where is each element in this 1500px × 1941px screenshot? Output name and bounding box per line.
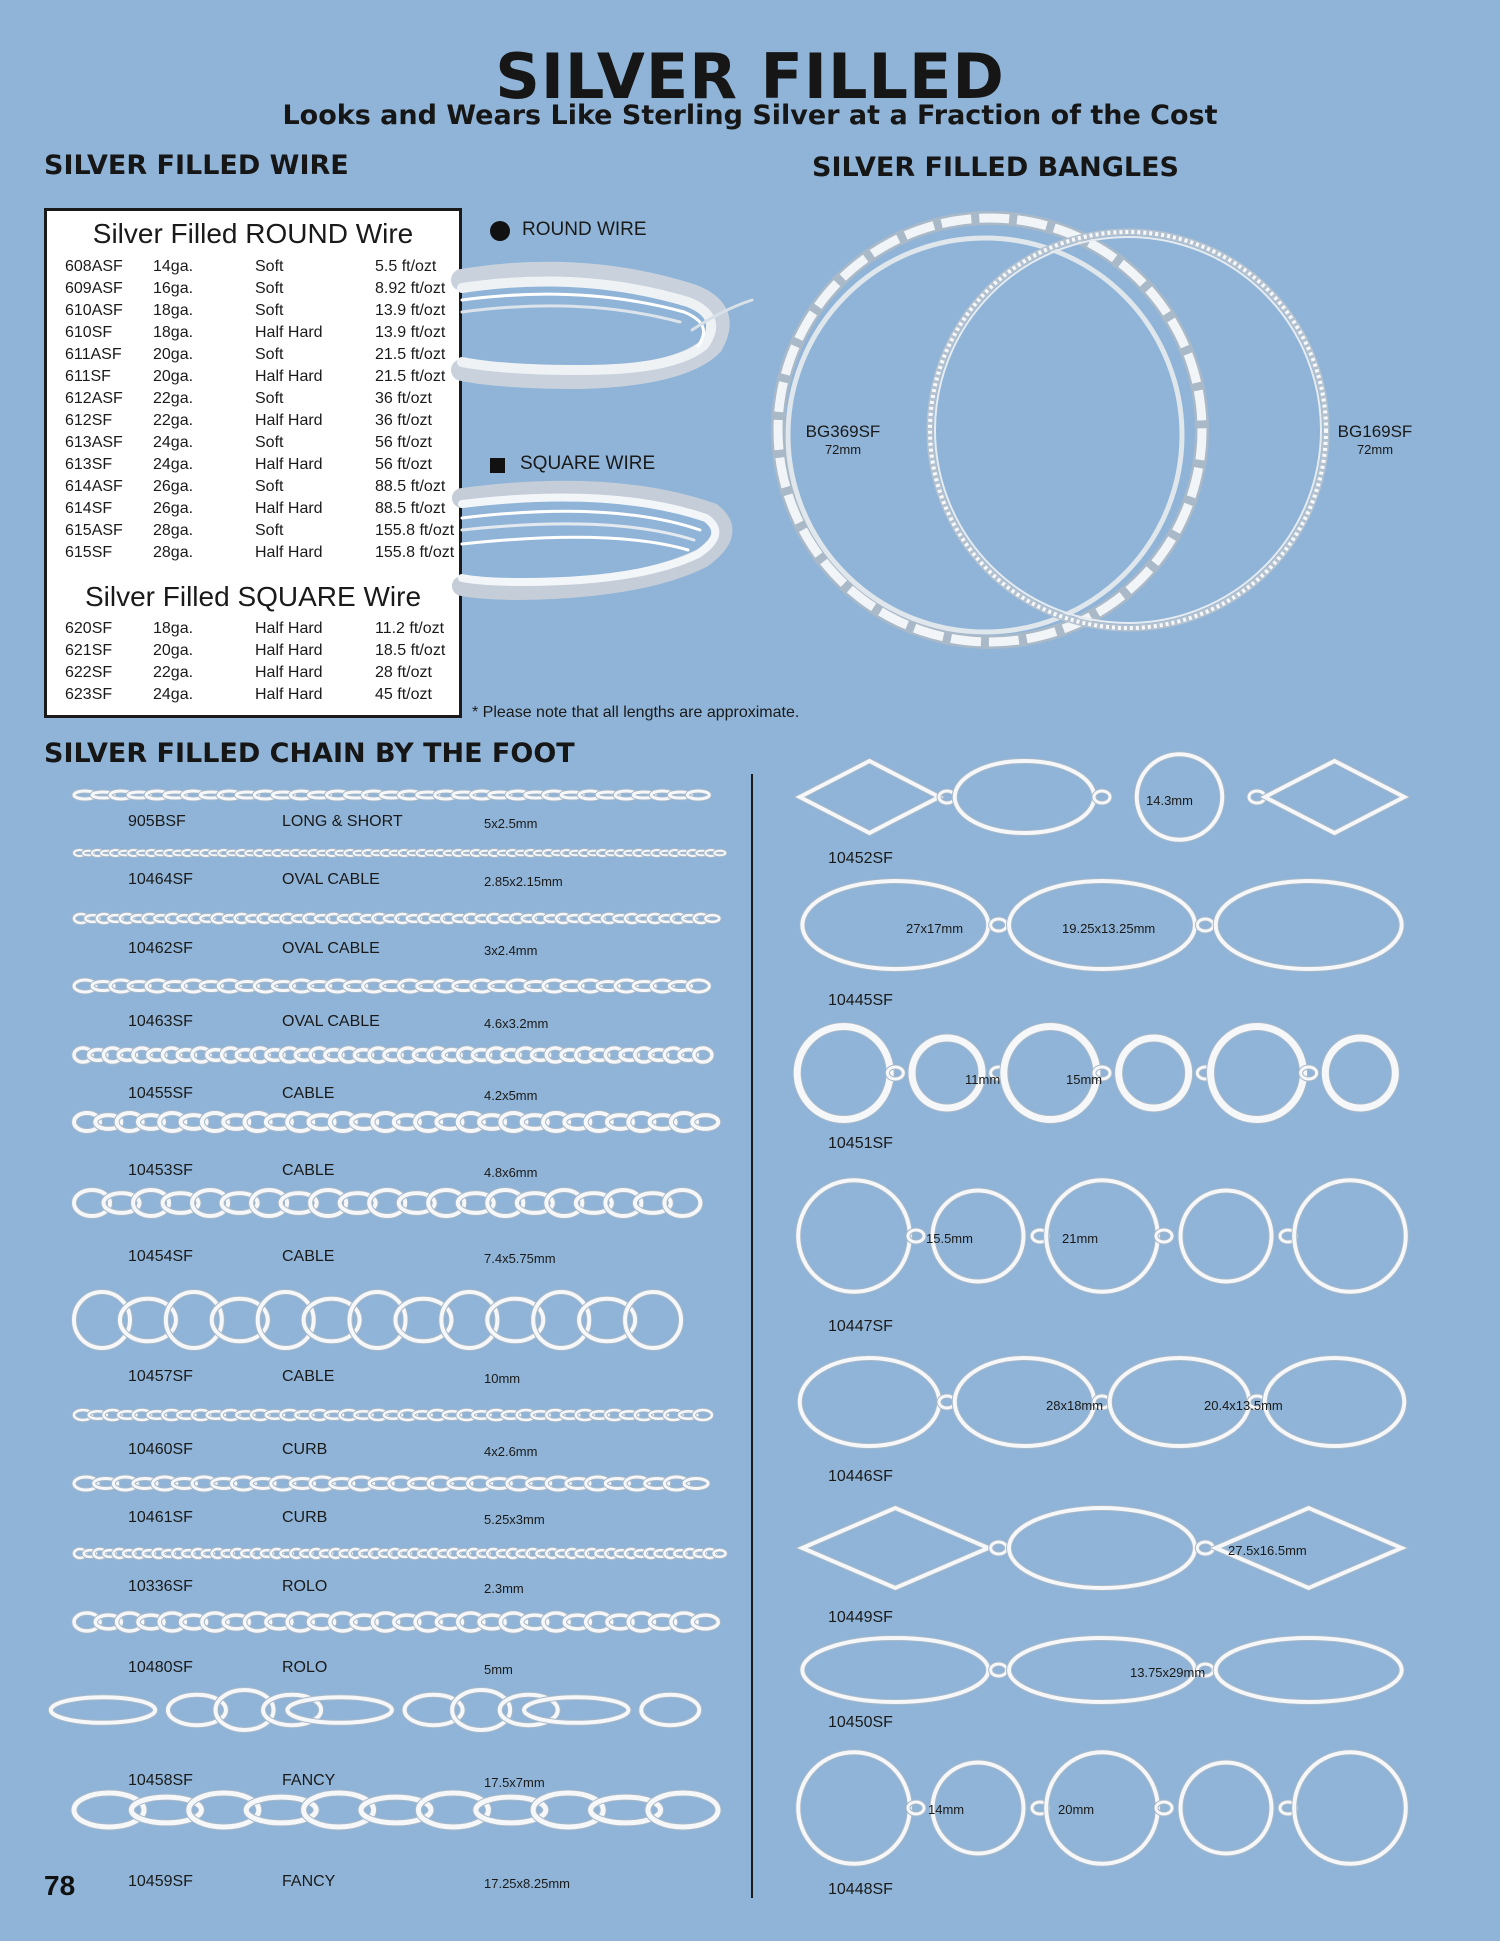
chain-image <box>772 1161 1432 1311</box>
wire-temper: Soft <box>255 390 284 407</box>
wire-gauge: 20ga. <box>153 368 194 385</box>
chain-image <box>772 1488 1432 1608</box>
chain-size: 4.8x6mm <box>484 1165 538 1180</box>
chain-size: 4.6x3.2mm <box>484 1016 549 1031</box>
chain-size: 28x18mm <box>1046 1398 1104 1413</box>
wire-length: 8.92 ft/ozt <box>375 280 446 297</box>
chain-size: 27x17mm <box>906 921 964 936</box>
wire-temper: Half Hard <box>255 544 323 561</box>
chain-style: LONG & SHORT <box>282 813 403 830</box>
wire-code: 622SF <box>65 664 113 681</box>
chain-code: 10454SF <box>128 1248 193 1265</box>
bangle-size: 72mm <box>1356 442 1394 457</box>
chain-size: 20.4x13.5mm <box>1204 1398 1283 1413</box>
square-wire-icon <box>490 458 505 473</box>
chain-size: 7.4x5.75mm <box>484 1251 556 1266</box>
chain-size: 21mm <box>1062 1231 1099 1246</box>
chain-style: ROLO <box>282 1578 328 1595</box>
chain-size: 4.2x5mm <box>484 1088 538 1103</box>
page-number: 78 <box>44 1870 76 1901</box>
chain-code: 10448SF <box>828 1881 893 1898</box>
chain-style: ROLO <box>282 1659 328 1676</box>
chain-image <box>772 1733 1432 1883</box>
chain-image <box>70 840 726 866</box>
chain-code: 10450SF <box>828 1714 893 1731</box>
wire-gauge: 26ga. <box>153 500 194 517</box>
chain-image <box>70 1603 726 1641</box>
chain-code: 10447SF <box>828 1318 893 1335</box>
bangle-code: BG369SF <box>805 422 881 441</box>
wire-code: 613ASF <box>65 434 123 451</box>
chain-size: 11mm <box>965 1072 1001 1087</box>
chain-code: 10460SF <box>128 1441 193 1458</box>
bangle-label-2 <box>1330 422 1420 457</box>
chain-image <box>70 1180 726 1226</box>
bangle-code: BG169SF <box>1337 422 1413 441</box>
chain-code: 10457SF <box>128 1368 193 1385</box>
wire-gauge: 18ga. <box>153 324 194 341</box>
square-wire-label: SQUARE WIRE <box>520 453 656 474</box>
chain-image <box>70 1400 726 1430</box>
chain-size: 5x2.5mm <box>484 816 538 831</box>
chain-size: 19.25x13.25mm <box>1062 921 1156 936</box>
wire-temper: Half Hard <box>255 664 323 681</box>
wire-length: 88.5 ft/ozt <box>375 500 446 517</box>
wire-gauge: 18ga. <box>153 302 194 319</box>
chain-image <box>70 1680 726 1740</box>
chain-style: OVAL CABLE <box>282 1013 380 1030</box>
wire-gauge: 20ga. <box>153 642 194 659</box>
wire-gauge: 22ga. <box>153 390 194 407</box>
page-subtitle: Looks and Wears Like Sterling Silver at a Fraction of the Cost <box>282 100 1218 131</box>
chain-size: 27.5x16.5mm <box>1228 1543 1307 1558</box>
section-title-wire: SILVER FILLED WIRE <box>44 150 349 181</box>
chain-code: 10458SF <box>128 1772 193 1789</box>
wire-temper: Half Hard <box>255 324 323 341</box>
wire-code: 615SF <box>65 544 113 561</box>
wire-gauge: 24ga. <box>153 686 194 703</box>
chain-image <box>70 1539 726 1568</box>
wire-code: 610SF <box>65 324 113 341</box>
chain-code: 10462SF <box>128 940 193 957</box>
wire-code: 611ASF <box>65 346 122 363</box>
wire-temper: Half Hard <box>255 456 323 473</box>
chain-image <box>70 1038 726 1072</box>
wire-length: 36 ft/ozt <box>375 390 432 407</box>
chain-style: CABLE <box>282 1368 335 1385</box>
chain-code: 10455SF <box>128 1085 193 1102</box>
chain-size: 14mm <box>928 1802 965 1817</box>
chain-size: 17.5x7mm <box>484 1775 545 1790</box>
wire-gauge: 24ga. <box>153 456 194 473</box>
wire-code: 620SF <box>65 620 113 637</box>
chain-image <box>772 742 1432 852</box>
chain-size: 3x2.4mm <box>484 943 538 958</box>
chain-style: CURB <box>282 1509 328 1526</box>
bangle-label-1 <box>798 422 888 457</box>
wire-gauge: 28ga. <box>153 522 194 539</box>
wire-length: 13.9 ft/ozt <box>375 302 446 319</box>
wire-code: 623SF <box>65 686 113 703</box>
chain-code: 10453SF <box>128 1162 193 1179</box>
round-wire-label: ROUND WIRE <box>522 219 647 240</box>
wire-temper: Half Hard <box>255 412 323 429</box>
chain-code: 10445SF <box>828 992 893 1009</box>
wire-temper: Soft <box>255 478 284 495</box>
chain-size: 14.3mm <box>1146 793 1193 808</box>
chain-code: 10451SF <box>828 1135 893 1152</box>
wire-code: 611SF <box>65 368 111 385</box>
chain-image <box>70 1783 726 1837</box>
chain-size: 2.85x2.15mm <box>484 874 563 889</box>
wire-code: 614ASF <box>65 478 123 495</box>
chain-code: 10459SF <box>128 1873 193 1890</box>
chain-image <box>70 1282 726 1358</box>
chain-code: 10449SF <box>828 1609 893 1626</box>
wire-gauge: 20ga. <box>153 346 194 363</box>
wire-length: 13.9 ft/ozt <box>375 324 446 341</box>
section-title-chain: SILVER FILLED CHAIN BY THE FOOT <box>44 738 575 769</box>
wire-temper: Half Hard <box>255 620 323 637</box>
chain-image <box>70 1103 726 1141</box>
length-note: * Please note that all lengths are approximate. <box>472 704 800 721</box>
chain-style: CABLE <box>282 1162 335 1179</box>
wire-gauge: 26ga. <box>153 478 194 495</box>
chain-code: 10464SF <box>128 871 193 888</box>
chain-size: 20mm <box>1058 1802 1095 1817</box>
wire-gauge: 14ga. <box>153 258 194 275</box>
wire-code: 608ASF <box>65 258 123 275</box>
wire-temper: Soft <box>255 522 284 539</box>
chain-code: 10480SF <box>128 1659 193 1676</box>
wire-code: 612ASF <box>65 390 123 407</box>
wire-length: 45 ft/ozt <box>375 686 432 703</box>
chain-code: 10446SF <box>828 1468 893 1485</box>
chain-style: CABLE <box>282 1085 335 1102</box>
wire-temper: Half Hard <box>255 686 323 703</box>
wire-code: 609ASF <box>65 280 123 297</box>
wire-length: 88.5 ft/ozt <box>375 478 446 495</box>
chain-size: 4x2.6mm <box>484 1444 538 1459</box>
section-title-bangles: SILVER FILLED BANGLES <box>812 152 1179 183</box>
page-title: SILVER FILLED <box>495 40 1005 113</box>
wire-temper: Half Hard <box>255 500 323 517</box>
chain-code: 10336SF <box>128 1578 193 1595</box>
chain-size: 17.25x8.25mm <box>484 1876 570 1891</box>
chain-code: 10463SF <box>128 1013 193 1030</box>
wire-length: 28 ft/ozt <box>375 664 432 681</box>
wire-temper: Soft <box>255 434 284 451</box>
round-wire-icon <box>490 221 510 241</box>
wire-code: 610ASF <box>65 302 123 319</box>
wire-temper: Soft <box>255 258 284 275</box>
column-divider <box>751 774 753 1898</box>
wire-gauge: 22ga. <box>153 664 194 681</box>
wire-length: 21.5 ft/ozt <box>375 368 446 385</box>
square-wire-heading: Silver Filled SQUARE Wire <box>84 581 422 612</box>
wire-table <box>44 208 462 718</box>
wire-temper: Soft <box>255 302 284 319</box>
round-wire-heading: Silver Filled ROUND Wire <box>92 218 414 249</box>
chain-size: 15mm <box>1066 1072 1103 1087</box>
wire-length: 5.5 ft/ozt <box>375 258 437 275</box>
chain-size: 2.3mm <box>484 1581 524 1596</box>
bangle-size: 72mm <box>824 442 862 457</box>
wire-temper: Half Hard <box>255 368 323 385</box>
wire-code: 621SF <box>65 642 113 659</box>
chain-style: FANCY <box>282 1772 336 1789</box>
chain-image <box>70 781 726 809</box>
chain-size: 10mm <box>484 1371 521 1386</box>
wire-temper: Half Hard <box>255 642 323 659</box>
wire-length: 18.5 ft/ozt <box>375 642 446 659</box>
wire-length: 155.8 ft/ozt <box>375 544 455 561</box>
wire-gauge: 24ga. <box>153 434 194 451</box>
chain-size: 5mm <box>484 1662 513 1677</box>
wire-code: 613SF <box>65 456 113 473</box>
wire-length: 56 ft/ozt <box>375 434 432 451</box>
square-wire-coil-image <box>462 478 752 608</box>
chain-image <box>70 904 726 933</box>
wire-length: 11.2 ft/ozt <box>375 620 445 637</box>
wire-temper: Soft <box>255 346 284 363</box>
wire-temper: Soft <box>255 280 284 297</box>
chain-style: OVAL CABLE <box>282 871 380 888</box>
chain-style: CURB <box>282 1441 328 1458</box>
wire-code: 612SF <box>65 412 113 429</box>
wire-length: 21.5 ft/ozt <box>375 346 446 363</box>
chain-style: FANCY <box>282 1873 336 1890</box>
chain-image <box>772 1620 1432 1720</box>
wire-gauge: 16ga. <box>153 280 194 297</box>
chain-style: OVAL CABLE <box>282 940 380 957</box>
chain-size: 13.75x29mm <box>1130 1665 1206 1680</box>
wire-length: 36 ft/ozt <box>375 412 432 429</box>
wire-gauge: 28ga. <box>153 544 194 561</box>
wire-length: 56 ft/ozt <box>375 456 432 473</box>
round-wire-coil-image <box>462 250 752 400</box>
chain-code: 905BSF <box>128 813 186 830</box>
chain-image <box>70 970 726 1002</box>
wire-code: 614SF <box>65 500 113 517</box>
chain-image <box>70 1467 726 1500</box>
wire-gauge: 22ga. <box>153 412 194 429</box>
chain-code: 10461SF <box>128 1509 193 1526</box>
chain-code: 10452SF <box>828 850 893 867</box>
wire-length: 155.8 ft/ozt <box>375 522 455 539</box>
wire-gauge: 18ga. <box>153 620 194 637</box>
chain-style: CABLE <box>282 1248 335 1265</box>
chain-size: 15.5mm <box>926 1231 973 1246</box>
chain-size: 5.25x3mm <box>484 1512 545 1527</box>
wire-code: 615ASF <box>65 522 123 539</box>
